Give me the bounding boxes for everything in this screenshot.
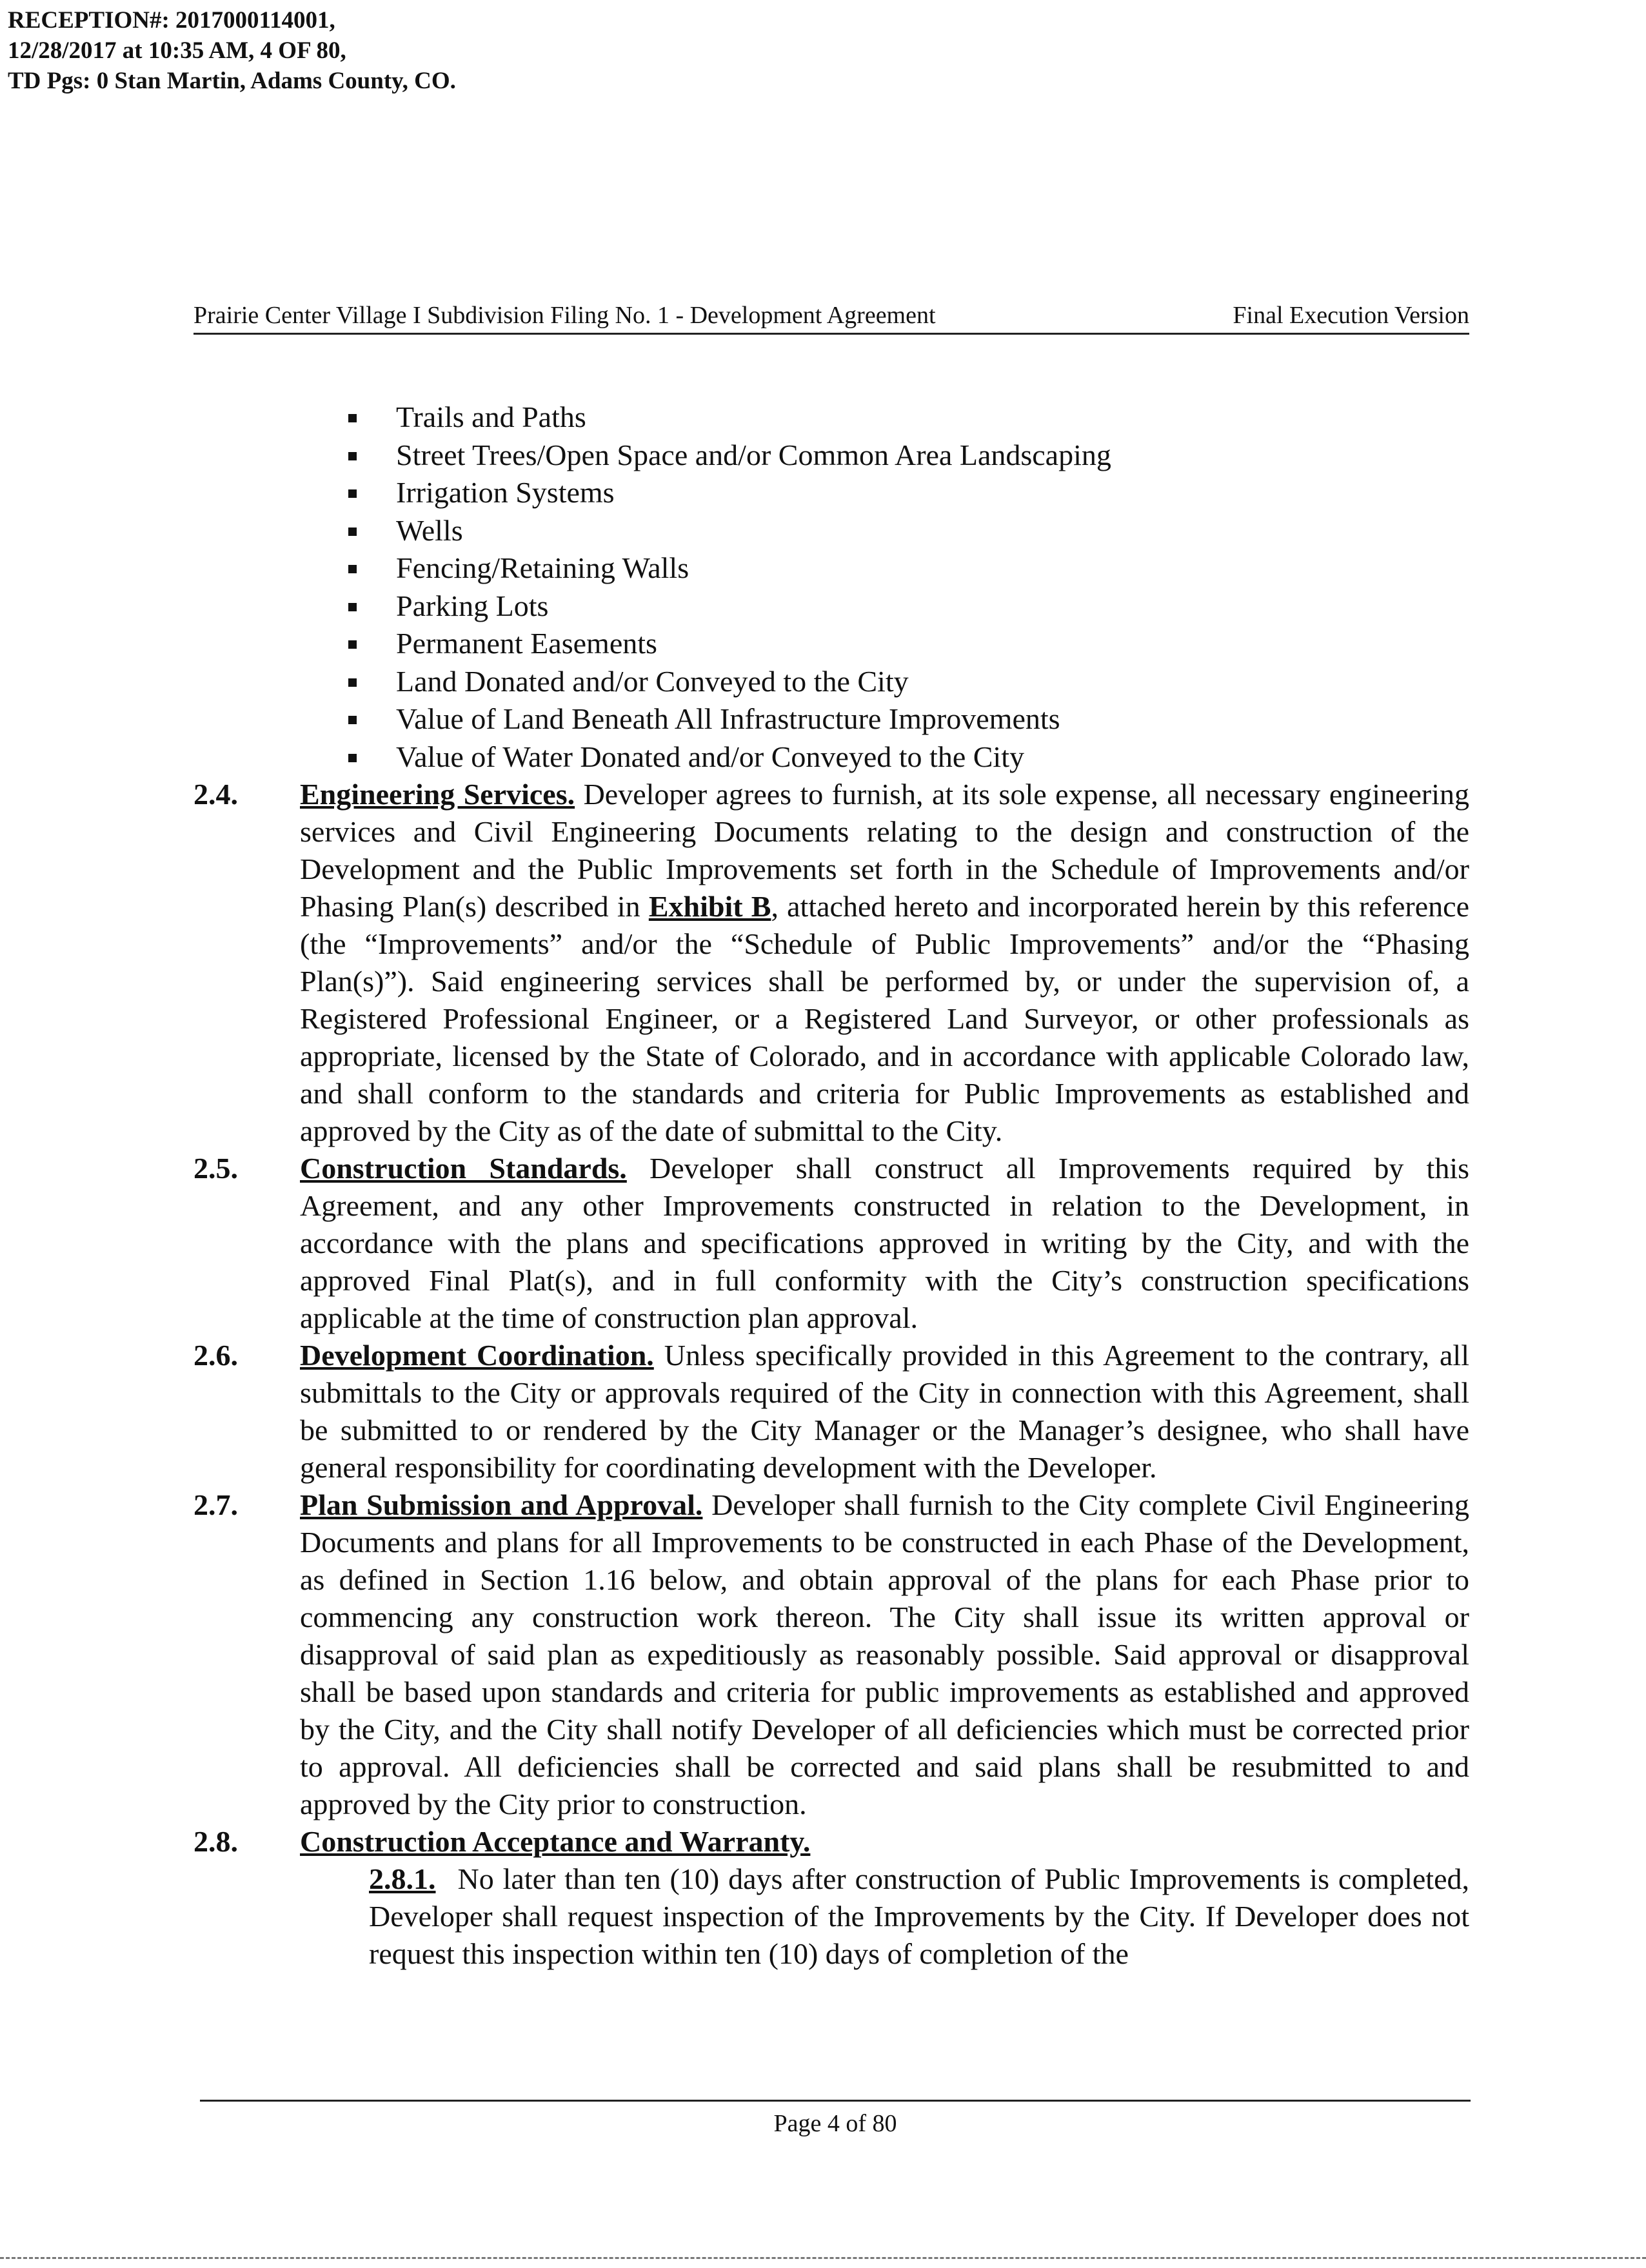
section-2-8-1 <box>193 1860 1469 1973</box>
section-text: Developer agrees to furnish, at its sole expense, all necessary engineering services and Civil Engineering Documents relating to the design and construction of the Development and the Public Improvements set forth in the Schedule of Improvements and/or Phasing Plan(s) described in <box>300 778 1469 923</box>
list-item: Trails and Paths <box>348 399 1111 437</box>
section-2-6 <box>193 1337 1469 1486</box>
square-bullet-icon <box>348 565 357 573</box>
square-bullet-icon <box>348 414 357 422</box>
page-number: Page 4 of 80 <box>773 2110 897 2137</box>
section-text: Unless specifically provided in this Agreement to the contrary, all submittals to the City or approvals required of the City in connection with this Agreement, shall be submitted to or rendered by the City Manager or the Manager’s designee, who shall have general responsibility for coordinating development with the Developer. <box>300 1339 1469 1484</box>
section-title: Plan Submission and Approval. <box>300 1488 703 1521</box>
square-bullet-icon <box>348 754 357 762</box>
section-number: 2.7. <box>193 1488 238 1521</box>
square-bullet-icon <box>348 678 357 687</box>
recording-county-line: TD Pgs: 0 Stan Martin, Adams County, CO. <box>8 68 456 94</box>
page-footer <box>200 2100 1471 2145</box>
document-title: Prairie Center Village I Subdivision Filing No. 1 - Development Agreement <box>193 302 936 329</box>
scan-artifact-line <box>0 2257 1646 2259</box>
exhibit-reference: Exhibit B <box>648 890 771 923</box>
section-title: Construction Standards. <box>300 1152 627 1185</box>
section-title: Engineering Services. <box>300 778 575 811</box>
recording-date-line: 12/28/2017 at 10:35 AM, 4 OF 80, <box>8 37 346 64</box>
recording-stamp <box>8 5 456 96</box>
square-bullet-icon <box>348 452 357 460</box>
section-2-5 <box>193 1150 1469 1337</box>
section-text: Developer shall furnish to the City complete Civil Engineering Documents and plans for all Improvements to be constructed in each Phase of the Development, as defined in Section 1.16 below, and obtain approval of the plans for each Phase prior to commencing any construction work thereon. The City shall issue its written approval or disapproval of said plan as expeditiously as reasonably possible. Said approval or disapproval shall be based upon standards and criteria for public improvements as established and approved by the City, and the City shall notify Developer of all deficiencies which must be corrected prior to approval. All deficiencies shall be corrected and said plans shall be resubmitted to and approved by the City prior to construction. <box>300 1488 1469 1820</box>
list-item: Wells <box>348 512 1111 550</box>
section-number: 2.5. <box>193 1152 238 1185</box>
section-text: Developer shall construct all Improvements required by this Agreement, and any other Improvements constructed in relation to the Development, in accordance with the plans and specifications approved in writing by the City, and with the approved Final Plat(s), and in full conformity with the City’s construction specifications applicable at the time of construction plan approval. <box>300 1152 1470 1334</box>
list-item: Fencing/Retaining Walls <box>348 549 1111 587</box>
list-item: Irrigation Systems <box>348 474 1111 512</box>
section-2-8 <box>193 1823 1469 1860</box>
section-2-4 <box>193 776 1469 1150</box>
improvements-list <box>348 399 1111 776</box>
square-bullet-icon <box>348 716 357 724</box>
list-item: Street Trees/Open Space and/or Common Area Landscaping <box>348 437 1111 475</box>
list-item: Permanent Easements <box>348 625 1111 663</box>
section-text: No later than ten (10) days after construction of Public Improvements is completed, Developer shall request inspection of the Improvements by the City. If Developer does not request this inspection within ten (10) days of completion of the <box>369 1862 1469 1970</box>
section-2-7 <box>193 1486 1469 1823</box>
square-bullet-icon <box>348 489 357 498</box>
square-bullet-icon <box>348 528 357 536</box>
list-item: Value of Land Beneath All Infrastructure Improvements <box>348 700 1111 738</box>
section-title: Development Coordination. <box>300 1339 654 1372</box>
section-text: , attached hereto and incorporated herein by this reference (the “Improvements” and/or the “Schedule of Public Improvements” and/or the “Phasing Plan(s)”). Said engineering services shall be performed by, or under the supervision of, a Registered Professional Engineer, or a Registered Land Surveyor, or other professionals as appropriate, licensed by the State of Colorado, and in accordance with applicable Colorado law, and shall conform to the standards and criteria for Public Improvements as established and approved by the City as of the date of submittal to the City. <box>300 890 1469 1147</box>
list-item: Land Donated and/or Conveyed to the City <box>348 663 1111 701</box>
square-bullet-icon <box>348 640 357 649</box>
section-number: 2.4. <box>193 778 238 811</box>
subsection-number: 2.8.1. <box>369 1862 436 1895</box>
page-header <box>193 298 1469 335</box>
list-item: Value of Water Donated and/or Conveyed to the City <box>348 738 1111 776</box>
document-version: Final Execution Version <box>1233 302 1469 329</box>
section-number: 2.6. <box>193 1339 238 1372</box>
list-item: Parking Lots <box>348 587 1111 626</box>
square-bullet-icon <box>348 603 357 611</box>
recording-reception-line: RECEPTION#: 2017000114001, <box>8 7 335 34</box>
section-title: Construction Acceptance and Warranty. <box>300 1825 811 1858</box>
section-number: 2.8. <box>193 1825 238 1858</box>
agreement-sections <box>193 776 1469 1973</box>
